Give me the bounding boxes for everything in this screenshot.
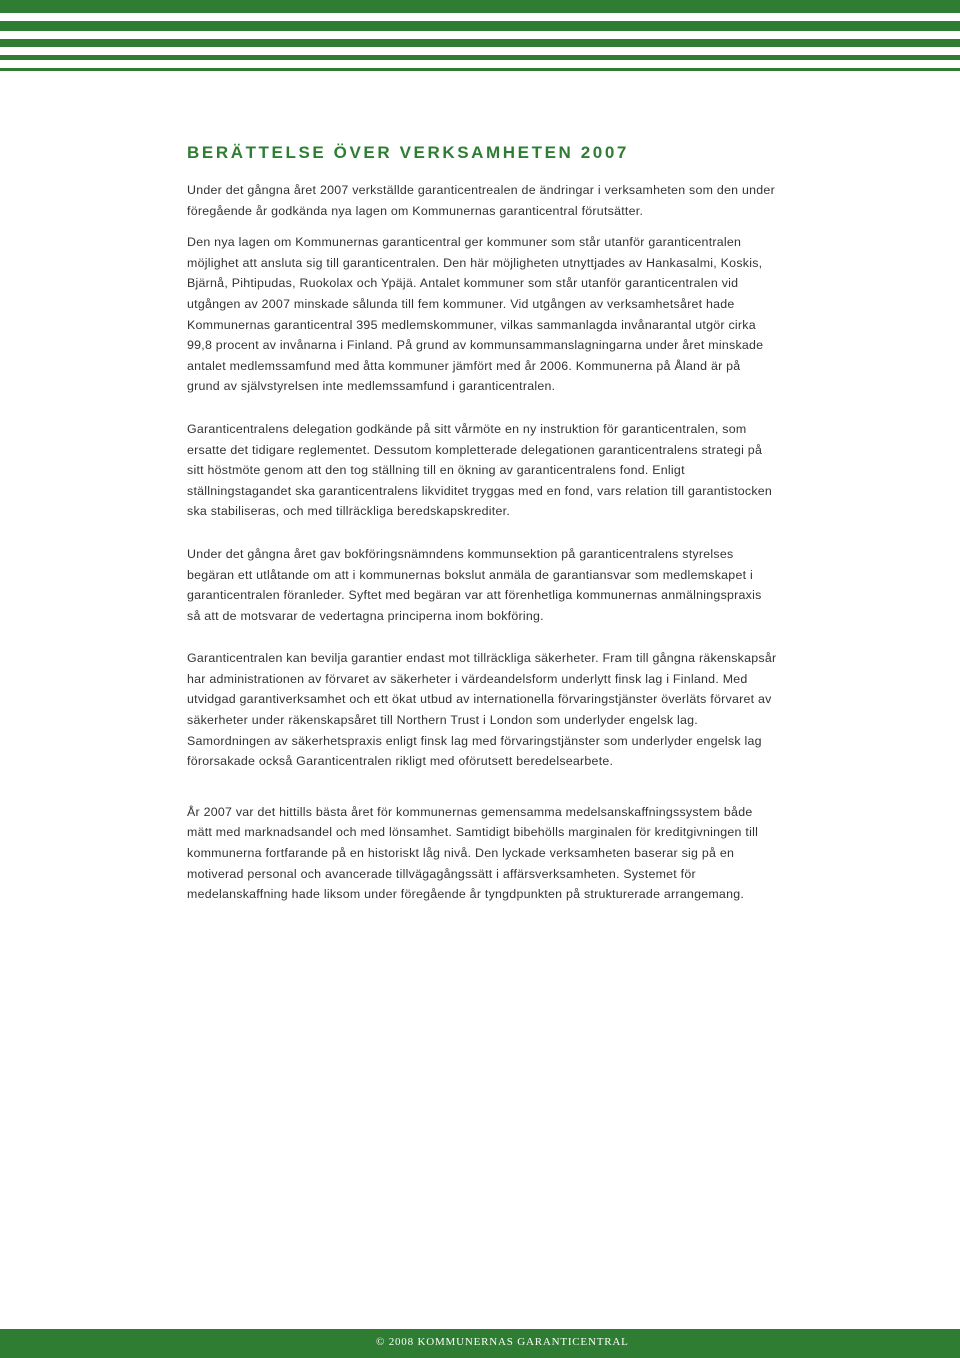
paragraph: År 2007 var det hittills bästa året för kommunernas gemensamma medelsanskaffningssystem både mätt med marknadsandel och med lönsamhet. Samtidigt bibehölls marginalen för kreditgivningen till kommunerna fortfarande på en historiskt låg nivå. Den lyckade verksamheten baserar sig på en motiverad personal och avancerade tillvägagångssätt i affärsverksamheten. Systemet för medelanskaffning hade liksom under föregående år tyngdpunkten på strukturerade arrangemang. [187, 804, 759, 902]
page-title: BERÄTTELSE ÖVER VERKSAMHETEN 2007 [187, 143, 629, 162]
paragraph: Under det gångna året gav bokföringsnämndens kommunsektion på garanticentralens styrelses begäran ett utlåtande om att i kommunernas bokslut anmäla de garantiansvar som medlemskapet i garanticentralen föranleder. Syftet med begäran var att förenhetliga kommunernas anmälningspraxis så att de motsvarar de vedertagna principerna inom bokföring. [187, 546, 762, 623]
paragraph: Garanticentralen kan bevilja garantier endast mot tillräckliga säkerheter. Fram till gångna räkenskapsår har administrationen av förvaret av säkerheter i värdeandelsform underlytt finsk lag i Finland. Med utvidgad garantiverksamhet och ett ökat utbud av internationella förvaringstjänster överläts förvaret av säkerheter under räkenskapsåret till Northern Trust i London som underlyder engelsk lag. Samordningen av säkerhetspraxis enligt finsk lag med förvaringstjänster som underlyder engelsk lag förorsakade också Garanticentralen rikligt med oförutsett beredelsearbete. [187, 651, 777, 769]
header-stripe [0, 55, 960, 60]
paragraph: Under det gångna året 2007 verkställde garanticentrealen de ändringar i verksamheten som den under föregående år godkända nya lagen om Kommunernas garanticentral förutsätter. [187, 183, 775, 218]
header-stripe [0, 0, 960, 13]
header-stripe [0, 39, 960, 47]
paragraph: Den nya lagen om Kommunernas garanticentral ger kommuner som står utanför garanticentralen möjlighet att ansluta sig till garanticentralen. Den här möjligheten utnyttjades av Hankasalmi, Koskis, Bjärnå, Pihtipudas, Ruokolax och Ypäjä. Antalet kommuner som står utanför garanticentralen vid utgången av 2007 minskade sålunda till fem kommuner. Vid utgången av verksamhetsåret hade Kommunernas garanticentral 395 medlemskommuner, vilkas sammanlagda invånarantal utgör cirka 99,8 procent av invånarna i Finland. På grund av kommunsammanslagningarna under året minskade antalet medlemssamfund med åtta kommuner jämfört med år 2006. Kommunerna på Åland är på grund av självstyrelsen inte medlemssamfund i garanticentralen. [187, 235, 764, 394]
paragraph: Garanticentralens delegation godkände på sitt vårmöte en ny instruktion för garanticentralen, som ersatte det tidigare reglementet. Dessutom kompletterade delegationen garanticentralens strategi på sitt höstmöte genom att den tog ställning till en ökning av garanticentralens fond. Enligt ställningstagandet ska garanticentralens likviditet tryggas med en fond, vars relation till garantistocken ska stabiliseras, och med tillräckliga beredskapskrediter. [187, 421, 773, 519]
report-body [187, 143, 777, 927]
header-stripe [0, 68, 960, 71]
header-stripes [0, 0, 960, 76]
footer-bar [0, 1329, 960, 1358]
header-stripe [0, 21, 960, 31]
copyright-text: © 2008 KOMMUNERNAS GARANTICENTRAL [376, 1336, 629, 1348]
